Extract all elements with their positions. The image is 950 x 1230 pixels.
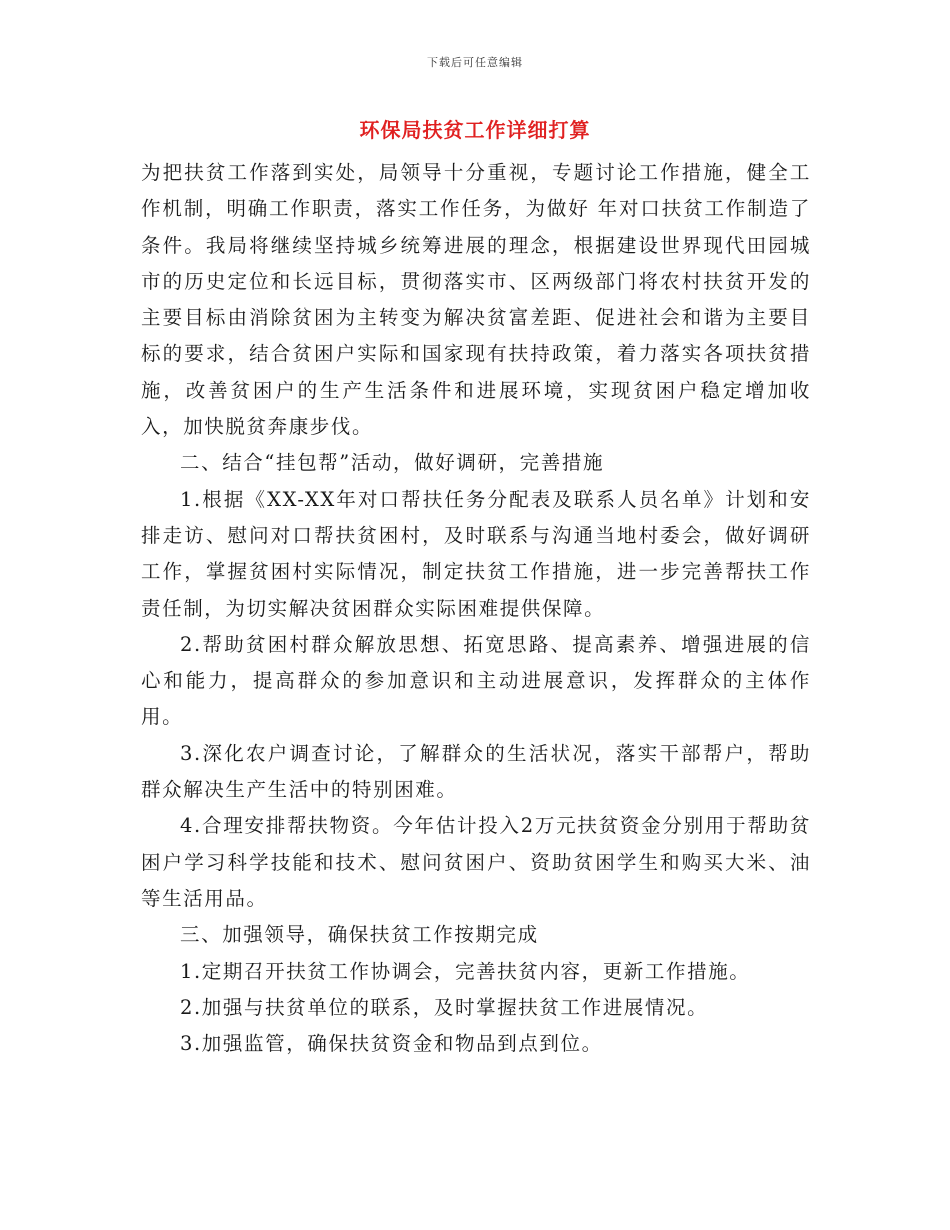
page-header-note: 下载后可任意编辑 bbox=[427, 56, 523, 69]
section-heading-two: 二、结合“挂包帮”活动，做好调研，完善措施 bbox=[180, 451, 605, 475]
list-item-2-2: 2.帮助贫困村群众解放思想、拓宽思路、提高素养、增强进展的信心和能力，提高群众的参加意识和主动进展意识，发挥群众的主体作用。 bbox=[141, 632, 811, 729]
list-item-2-1: 1.根据《XX-XX年对口帮扶任务分配表及联系人员名单》计划和安排走访、慰问对口帮扶贫困村，及时联系与沟通当地村委会，做好调研工作，掌握贫困村实际情况，制定扶贫工作措施，进一步完善帮扶工作责任制，为切实解决贫困群众实际困难提供保障。 bbox=[141, 487, 811, 620]
list-item-3-2: 2.加强与扶贫单位的联系，及时掌握扶贫工作进展情况。 bbox=[180, 995, 709, 1019]
list-item-3-3: 3.加强监管，确保扶贫资金和物品到点到位。 bbox=[180, 1032, 603, 1056]
list-item-2-4: 4.合理安排帮扶物资。今年估计投入2万元扶贫资金分别用于帮助贫困户学习科学技能和技术、慰问贫困户、资助贫困学生和购买大米、油等生活用品。 bbox=[141, 814, 811, 910]
document-body bbox=[141, 155, 811, 1062]
intro-paragraph: 为把扶贫工作落到实处，局领导十分重视，专题讨论工作措施，健全工作机制，明确工作职责，落实工作任务，为做好 年对口扶贫工作制造了条件。我局将继续坚持城乡统筹进展的理念，根据建设世界现代田园城市的历史定位和长远目标，贯彻落实市、区两级部门将农村扶贫开发的主要目标由消除贫困为主转变为解决贫富差距、促进社会和谐为主要目标的要求，结合贫困户实际和国家现有扶持政策，着力落实各项扶贫措施，改善贫困户的生产生活条件和进展环境，实现贫困户稳定增加收入，加快脱贫奔康步伐。 bbox=[141, 161, 811, 439]
list-item-2-3: 3.深化农户调查讨论，了解群众的生活状况，落实干部帮户，帮助群众解决生产生活中的特别困难。 bbox=[141, 741, 811, 802]
list-item-3-1: 1.定期召开扶贫工作协调会，完善扶贫内容，更新工作措施。 bbox=[180, 959, 751, 983]
document-title: 环保局扶贫工作详细打算 bbox=[359, 118, 591, 142]
section-heading-three: 三、加强领导，确保扶贫工作按期完成 bbox=[180, 923, 539, 947]
